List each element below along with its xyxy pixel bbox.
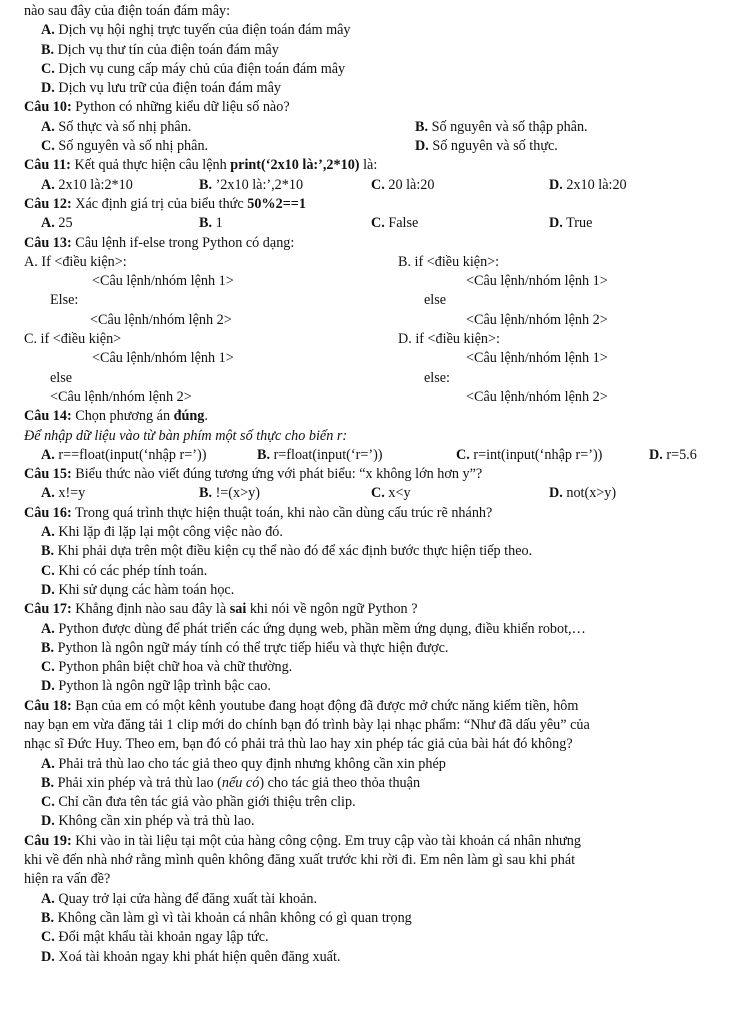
q10-options-row1 [24,118,730,137]
text-span: r=float(input(‘r=’)) [270,446,383,463]
q12-option-a [41,214,199,233]
text-span: Không cần xin phép và trả thù lao. [54,813,255,830]
q14-option-a [41,446,257,465]
text-span: C. [41,138,55,155]
text-span: . [204,408,208,425]
text-span: A. [41,620,55,637]
text-span: B. [199,485,213,502]
q14-subtext: Để nhập dữ liệu vào từ bàn phím một số thực cho biến r: [24,427,348,444]
text-span: Câu 11: [24,157,71,174]
text-span: Câu lệnh if-else trong Python có dạng: [71,234,295,251]
q13-option-b [398,253,730,330]
text-span: Dịch vụ cung cấp máy chủ của điện toán đám mây [54,60,346,77]
q18-question-line2: nay bạn em vừa đăng tải 1 clip mới do chính bạn đó trình bày lại nhạc phẩm: “Như đã dấu yêu” của [24,716,590,733]
q17-question [24,600,730,619]
q10-option-c [41,137,415,156]
text-span: A. [41,485,55,502]
q13-options-ab [24,253,730,330]
q17-option-d [24,677,730,696]
text-span: Số nguyên và số nhị phân. [54,138,209,155]
text-span: Python có những kiểu dữ liệu số nào? [71,99,290,116]
q10-options-row2 [24,137,730,156]
text-span: C. [371,176,385,193]
text-span: Đổi mật khẩu tài khoản ngay lập tức. [54,929,269,946]
text-span: Trong quá trình thực hiện thuật toán, khi nào cần dùng cấu trúc rẽ nhánh? [71,504,493,521]
text-span: Câu 10: [24,99,72,116]
text-span: D. [41,581,55,598]
text-span: Câu 15: [24,466,72,483]
q19-option-a [24,890,730,909]
q12-question [24,195,730,214]
text-span: C. if <điều kiện> [24,331,122,348]
text-span: Dịch vụ thư tín của điện toán đám mây [54,41,279,58]
text-span: sai [229,601,247,618]
text-span: D. [549,176,563,193]
text-span: D. [549,485,563,502]
q11-option-b [199,176,371,195]
text-span: C. [41,60,55,77]
text-span: Xác định giá trị của biểu thức [71,195,248,212]
text-span: C. [41,562,55,579]
text-span: <Câu lệnh/nhóm lệnh 2> [466,388,608,405]
text-span: not(x>y) [562,485,617,502]
exam-document [24,2,730,967]
text-span: r=int(input(‘nhập r=’)) [469,446,603,463]
text-span: Python là ngôn ngữ máy tính có thể trực tiếp hiểu và thực hiện được. [54,639,449,656]
text-span: Câu 19: [24,832,72,849]
q13-option-c [24,330,398,407]
text-span: Biểu thức nào viết đúng tương ứng với phát biểu: “x không lớn hơn y”? [71,466,483,483]
text-span: D. [549,215,563,232]
q15-option-d [549,485,616,501]
text-span: D. [41,948,55,965]
text-span: print(‘2x10 là:’,2*10) [230,157,360,174]
text-span: 25 [54,215,73,232]
text-span: True [562,215,593,232]
q12-option-c [371,214,549,233]
q9-option-d [24,79,730,98]
q10-option-a [41,118,415,137]
text-span: <Câu lệnh/nhóm lệnh 2> [90,311,232,328]
text-span: D. [41,80,55,97]
intro-line: nào sau đây của điện toán đám mây: [24,3,231,19]
text-span: D. [649,446,663,463]
text-span: C. [41,659,55,676]
text-span: B. [41,41,55,58]
text-span: A. [41,22,55,39]
q18-option-d [24,812,730,831]
q9-option-a [24,21,730,40]
text-span: !=(x>y) [212,485,260,502]
q9-option-c [24,60,730,79]
text-span: <Câu lệnh/nhóm lệnh 1> [466,273,608,290]
text-span: Xoá tài khoản ngay khi phát hiện quên đăng xuất. [54,948,341,965]
q14-option-c [456,446,649,465]
text-span: A. If <điều kiện>: [24,253,127,270]
q15-option-b [199,484,371,503]
text-span: 20 là:20 [384,176,435,193]
text-span: Khi lặp đi lặp lại một công việc nào đó. [54,524,283,541]
text-span: 2x10 là:20 [562,176,627,193]
text-span: Câu 16: [24,504,72,521]
text-span: C. [41,929,55,946]
q11-option-c [371,176,549,195]
q14-option-b [257,446,456,465]
q11-option-d [549,177,627,193]
text-span: <Câu lệnh/nhóm lệnh 2> [466,311,608,328]
text-span: Không cần làm gì vì tài khoản cá nhân không có gì quan trọng [54,909,412,926]
q11-option-a [41,176,199,195]
text-span: là: [359,157,378,174]
text-span: Chỉ cần đưa tên tác giả vào phần giới thiệu trên clip. [54,794,356,811]
text-span: Khẳng định nào sau đây là [71,601,230,618]
q15-options [24,484,730,503]
q16-option-c [24,562,730,581]
text-span: Dịch vụ lưu trữ của điện toán đám mây [54,80,281,97]
text-span: Dịch vụ hội nghị trực tuyến của điện toán đám mây [54,22,351,39]
q14-option-d [649,447,697,463]
q15-option-c [371,484,549,503]
text-span: 1 [212,215,223,232]
text-span: Câu 17: [24,601,72,618]
text-span: Câu 13: [24,234,72,251]
text-span: C. [41,794,55,811]
text-span: C. [371,215,385,232]
text-span: B. [41,774,55,791]
text-span: D. [41,813,55,830]
q16-option-d [24,581,730,600]
text-span: 50%2==1 [247,195,306,212]
text-span: A. [41,176,55,193]
q9-option-b [24,41,730,60]
text-span: khi nói về ngôn ngữ Python ? [246,601,418,618]
q12-options [24,214,730,233]
text-span: D. [41,678,55,695]
q16-question [24,504,730,523]
text-span: B. [41,639,55,656]
text-span: B. [199,215,213,232]
text-span: x<y [384,485,411,502]
q19-question-line2: khi về đến nhà nhớ rằng mình quên không đăng xuất trước khi rời đi. Em nên làm gì sau khi phát [24,852,576,869]
q13-option-d [398,330,730,407]
text-span: Phải xin phép và trả thù lao ( [54,774,222,791]
text-span: False [384,215,419,232]
q12-option-d [549,215,592,231]
q19-option-b [24,909,730,928]
q18-question-line3: nhạc sĩ Đức Huy. Theo em, bạn đó có phải trả thù lao hay xin phép tác giả của bài hát đó không? [24,736,573,753]
text-span: Khi sử dụng các hàm toán học. [54,581,235,598]
text-span: A. [41,755,55,772]
text-span: Câu 14: [24,408,72,425]
q13-question [24,234,730,253]
text-span: else [50,369,73,386]
q17-option-a [24,620,730,639]
text-span: 2x10 là:2*10 [54,176,133,193]
q15-question [24,465,730,484]
text-span: <Câu lệnh/nhóm lệnh 1> [92,350,234,367]
text-span: đúng [173,408,205,425]
text-span: Khi phải dựa trên một điều kiện cụ thể nào đó để xác định bước thực hiện tiếp theo. [54,543,533,560]
q19-option-d [24,948,730,967]
text-span: r==float(input(‘nhập r=’)) [54,446,207,463]
text-span: D. [415,138,429,155]
text-span: Câu 18: [24,697,72,714]
text-span: A. [41,118,55,135]
q18-option-a [24,755,730,774]
q12-option-b [199,214,371,233]
text-span: B. [41,543,55,560]
text-span: Số thực và số nhị phân. [54,118,192,135]
text-span: B. [199,176,213,193]
text-span: Chọn phương án [71,408,174,425]
q13-option-a [24,253,398,330]
q18-option-c [24,793,730,812]
text-span: r=5.6 [662,446,697,463]
text-span: Python là ngôn ngữ lập trình bậc cao. [54,678,271,695]
text-span: Số nguyên và số thực. [428,138,558,155]
text-span: Quay trở lại cửa hàng để đăng xuất tài khoản. [54,890,318,907]
q18-question-line1 [24,697,730,716]
text-span: Phải trả thù lao cho tác giả theo quy định nhưng không cần xin phép [54,755,446,772]
q15-option-a [41,484,199,503]
text-span: ) cho tác giả theo thỏa thuận [259,774,421,791]
q19-option-c [24,928,730,947]
text-span: D. if <điều kiện>: [398,331,500,348]
text-span: A. [41,524,55,541]
text-span: Kết quả thực hiện câu lệnh [70,157,231,174]
q17-option-c [24,658,730,677]
text-span: Bạn của em có một kênh youtube đang hoạt động đã được mở chức năng kiếm tiền, hôm [71,697,579,714]
text-span: else [424,292,447,309]
text-span: Python phân biệt chữ hoa và chữ thường. [54,659,293,676]
text-span: C. [456,446,470,463]
text-span: x!=y [54,485,86,502]
text-span: nếu có [221,774,260,791]
text-span: Khi có các phép tính toán. [54,562,208,579]
q10-option-b [415,119,588,135]
q13-options-cd [24,330,730,407]
q19-question-line1 [24,832,730,851]
text-span: Số nguyên và số thập phân. [428,118,588,135]
text-span: Câu 12: [24,195,72,212]
q10-question [24,98,730,117]
text-span: A. [41,890,55,907]
text-span: Else: [50,292,79,309]
q11-question [24,156,730,175]
text-span: else: [424,369,450,386]
text-span: B. [257,446,271,463]
q16-option-a [24,523,730,542]
q18-option-b [24,774,730,793]
q17-option-b [24,639,730,658]
q14-options [24,446,730,465]
text-span: B. [41,909,55,926]
text-span: A. [41,446,55,463]
text-span: <Câu lệnh/nhóm lệnh 1> [92,273,234,290]
text-span: <Câu lệnh/nhóm lệnh 1> [466,350,608,367]
text-span: A. [41,215,55,232]
q11-options [24,176,730,195]
text-span: B. if <điều kiện>: [398,253,500,270]
text-span: Khi vào in tài liệu tại một của hàng công cộng. Em truy cập vào tài khoản cá nhân nhưng [71,832,581,849]
text-span: B. [415,118,429,135]
q16-option-b [24,542,730,561]
text-span: <Câu lệnh/nhóm lệnh 2> [50,388,192,405]
text-span: ’2x10 là:’,2*10 [212,176,304,193]
q14-question [24,407,730,426]
q19-question-line3: hiện ra vấn đề? [24,871,111,888]
text-span: Python được dùng để phát triển các ứng dụng web, phần mềm ứng dụng, điều khiển robot,… [54,620,586,637]
q10-option-d [415,138,558,154]
text-span: C. [371,485,385,502]
